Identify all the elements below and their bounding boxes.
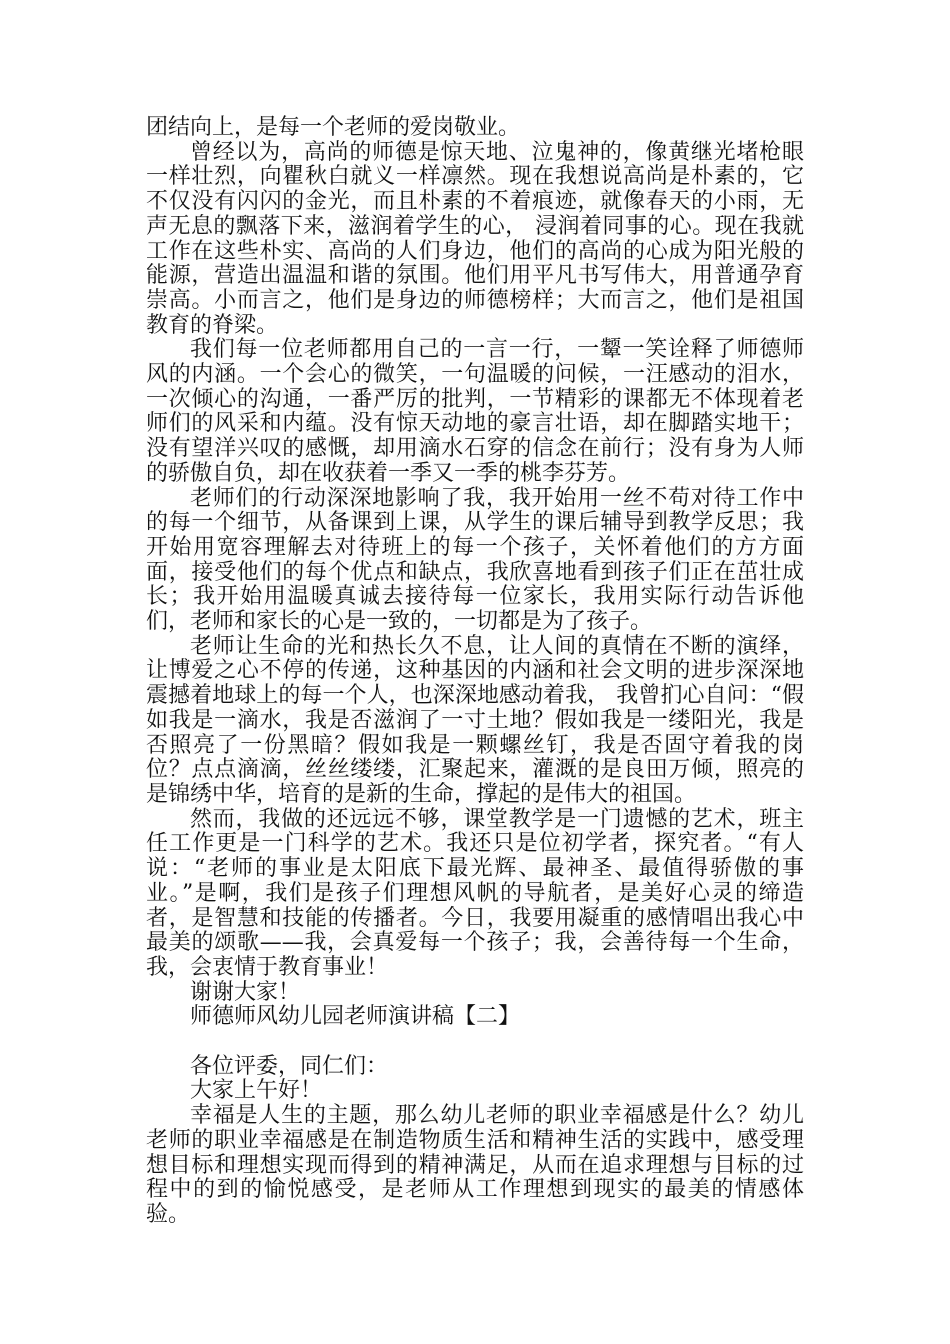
paragraph-reflection: 老师让生命的光和热长久不息，让人间的真情在不断的演绎，让博爱之心不停的传递，这种基因的内涵和社会文明的进步深深地震撼着地球上的每一个人，也深深地感动着我， 我曾扪心自问：“假如我是一滴水，我是否滋润了一寸土地？假如我是一缕阳光，我是否照亮了一份黑暗？假如我是一颗螺丝钉，我是否固守着我的岗位？点点滴滴，丝丝缕缕，汇聚起来，灌溉的是良田万倾，照亮的是锦绣中华，培育的是新的生命，撑起的是伟大的祖国。 bbox=[146, 633, 804, 807]
greeting-line: 大家上午好！ bbox=[190, 1078, 323, 1104]
blank-line bbox=[146, 1030, 804, 1055]
section-title: 师德师风幼儿园老师演讲稿【二】 bbox=[190, 1004, 521, 1030]
paragraph-happiness: 幸福是人生的主题，那么幼儿老师的职业幸福感是什么？幼儿老师的职业幸福感是在制造物质生活和精神生活的实践中，感受理想目标和理想实现而得到的精神满足，从而在追求理想与目标的过程中的到的愉悦感受，是老师从工作理想到现实的最美的情感体验。 bbox=[146, 1103, 804, 1227]
thanks-line: 谢谢大家！ bbox=[190, 979, 301, 1005]
document-page bbox=[146, 116, 804, 1228]
continuation-text: 团结向上，是每一个老师的爱岗敬业。 bbox=[146, 115, 521, 140]
paragraph-influence: 老师们的行动深深地影响了我，我开始用一丝不苟对待工作中的每一个细节，从备课到上课，从学生的课后辅导到教学反思；我开始用宽容理解去对待班上的每一个孩子，关怀着他们的方方面面，接受他们的每个优点和缺点，我欣喜地看到孩子们正在茁壮成长；我开始用温暖真诚去接待每一位家长，我用实际行动告诉他们，老师和家长的心是一致的，一切都是为了孩子。 bbox=[146, 485, 804, 635]
paragraph-teacher-conduct: 我们每一位老师都用自己的一言一行，一颦一笑诠释了师德师风的内涵。一个会心的微笑，一句温暖的问候，一汪感动的泪水，一次倾心的沟通，一番严厉的批判，一节精彩的课都无不体现着老师们的风采和内蕴。没有惊天动地的豪言壮语，却在脚踏实地干；没有望洋兴叹的感慨，却用滴水石穿的信念在前行；没有身为人师的骄傲自负，却在收获着一季又一季的桃李芬芳。 bbox=[146, 337, 804, 486]
paragraph-commitment: 然而，我做的还远远不够，课堂教学是一门遗憾的艺术，班主任工作更是一门科学的艺术。我还只是位初学者，探究者。“有人说：“老师的事业是太阳底下最光辉、最神圣、最值得骄傲的事业。”是啊，我们是孩子们理想风帆的导航者，是美好心灵的缔造者，是智慧和技能的传播者。今日，我要用凝重的感情唱出我心中最美的颂歌——我，会真爱每一个孩子；我，会善待每一个生命，我，会衷情于教育事业！ bbox=[146, 806, 804, 980]
paragraph-noble-virtue: 曾经以为，高尚的师德是惊天地、泣鬼神的，像黄继光堵枪眼一样壮烈，向瞿秋白就义一样凛然。现在我想说高尚是朴素的，它不仅没有闪闪的金光，而且朴素的不着痕迹，就像春天的小雨，无声无息的飘落下来，滋润着学生的心， 浸润着同事的心。现在我就工作在这些朴实、高尚的人们身边，他们的高尚的心成为阳光般的能源，营造出温温和谐的氛围。他们用平凡书写伟大，用普通孕育崇高。小而言之，他们是身边的师德榜样；大而言之，他们是祖国教育的脊梁。 bbox=[146, 139, 804, 338]
salutation-line: 各位评委，同仁们： bbox=[190, 1053, 389, 1079]
